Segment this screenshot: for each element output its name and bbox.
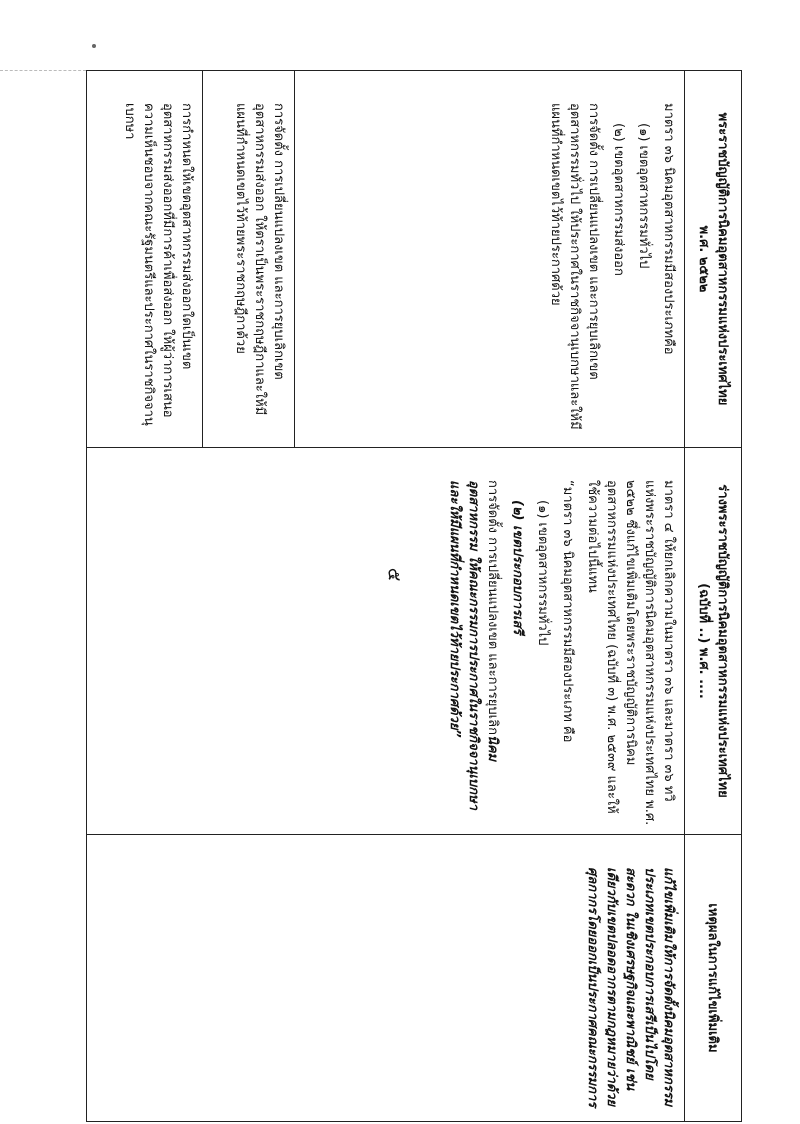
draft-announcement-part2: นิคมอุตสาหกรรม ให้คณะกรรมการประกาศในราชกิจจานุเบกษาและให้มีแผนที่กำหนดเขตไว้ท้ายประกาศด้วย” [447, 480, 500, 810]
header-draft-law-title: ร่างพระราชบัญญัติการนิคมอุตสาหกรรมแห่งประเทศไทย [715, 484, 730, 798]
header-current-law [685, 71, 742, 448]
draft-announcement-part1: การจัดตั้ง การเปลี่ยนแปลงเขต และการยุบเลิก [485, 480, 500, 735]
general-zone-announcement-text: การจัดตั้ง การเปลี่ยนแปลงเขต และการยุบเลิกเขตอุตสาหกรรมทั่วไป ให้ประกาศในราชกิจจานุเบกษาและให้มีแผนที่กำหนดเขตไว้ท้ายประกาศด้วย [548, 103, 601, 430]
draft-announcement-text [445, 456, 502, 826]
reason-text: แก้ไขเพิ่มเติมให้การจัดตั้งนิคมอุตสาหกรรมประเภทเขตประกอบการเสรีเป็นไปโดยสะดวก ในเชิงเศรษฐกิจและพาณิชย์ เช่นเดียวกับเขตปลอดอากรตามกฎหมายว่าด้วยศุลกากรโดยออกเป็นประกาศคณะกรรมการ [585, 867, 676, 1108]
export-zone-decree-text: การจัดตั้ง การเปลี่ยนแปลงเขต และการยุบเลิกเขตอุตสาหกรรมส่งออก ให้ตราเป็นพระราชกฤษฎีกาและให้มีแผนที่กำหนดเขตไว้ท้ายพระราชกฤษฎีกาด้วย [233, 103, 286, 416]
header-draft-law-edition: (ฉบับที่ ..) พ.ศ. .... [696, 583, 711, 699]
header-draft-law [685, 448, 742, 835]
comparison-table [86, 70, 742, 1122]
page-number: ๕ [383, 567, 405, 582]
cell-current-law-export-zone [203, 71, 295, 448]
table-header-row [685, 71, 742, 1122]
cell-current-law-s36 [295, 71, 685, 448]
draft-section-4-text: มาตรา ๔ ให้ยกเลิกความในมาตรา ๓๖ และมาตรา ๓๖ ทวิ แห่งพระราชบัญญัติการนิคมอุตสาหกรรมแห่งประเทศไทย พ.ศ. ๒๕๒๒ ซึ่งแก้ไขเพิ่มเติมโดยพระราชบัญญัติการนิคมอุตสาหกรรมแห่งประเทศไทย (ฉบับที่ ๓) พ.ศ. ๒๕๓๙ และให้ใช้ความต่อไปนี้แทน [585, 480, 676, 826]
scan-margin-line [0, 70, 86, 71]
scan-speck [92, 44, 96, 48]
draft-item-1-general-zone: (๑) เขตอุตสาหกรรมทั่วไป [535, 500, 550, 646]
header-current-law-title: พระราชบัญญัติการนิคมอุตสาหกรรมแห่งประเทศไทย [715, 112, 730, 406]
header-reason-title: เหตุผลในการแก้ไขเพิ่มเติม [705, 903, 721, 1053]
cell-reason [87, 835, 685, 1122]
header-reason [685, 835, 742, 1122]
item-1-general-zone: (๑) เขตอุตสาหกรรมทั่วไป [636, 123, 651, 269]
export-trade-zone-text: การกำหนดให้เขตอุตสาหกรรมส่งออกใดเป็นเขตอุตสาหกรรมส่งออกที่มีการค้าเพื่อส่งออก ให้ผู้ว่าการเสนอความเห็นชอบจากคณะรัฐมนตรีและประกาศในราชกิจจานุเบกษา [122, 103, 194, 426]
header-current-law-year: พ.ศ. ๒๕๒๒ [696, 225, 711, 293]
draft-item-2-free-zone: (๒) เขตประกอบการเสรี [510, 500, 525, 635]
draft-section-36-heading: “มาตรา ๓๖ นิคมอุตสาหกรรมมีสองประเภท คือ [560, 480, 575, 743]
cell-current-law-export-trade [87, 71, 203, 448]
rotated-document-table [86, 70, 742, 1108]
section-36-heading: มาตรา ๓๖ นิคมอุตสาหกรรมมีสองประเภทคือ [661, 103, 676, 355]
table-row [295, 71, 685, 1122]
cell-draft-law-s4 [87, 448, 685, 835]
item-2-export-zone: (๒) เขตอุตสาหกรรมส่งออก [611, 123, 626, 276]
